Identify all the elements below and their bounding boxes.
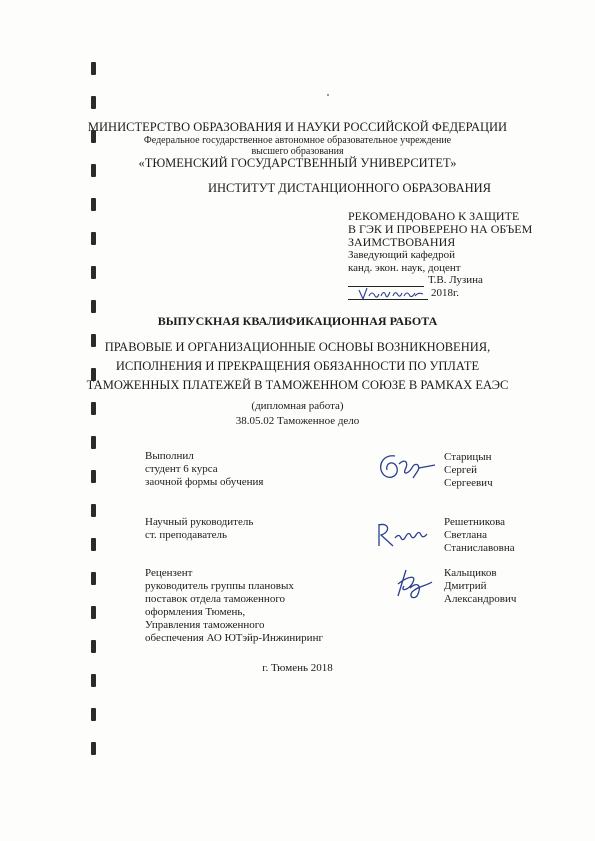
binding-hole bbox=[91, 62, 96, 75]
binding-hole bbox=[91, 640, 96, 653]
student-role-line3: заочной формы обучения bbox=[145, 476, 264, 488]
approval-head-title: Заведующий кафедрой bbox=[348, 249, 455, 261]
approval-year: 2018г. bbox=[431, 287, 460, 299]
approval-line3: ЗАИМСТВОВАНИЯ bbox=[348, 235, 456, 249]
binding-hole bbox=[91, 198, 96, 211]
approval-name: Т.В. Лузина bbox=[428, 274, 483, 286]
binding-hole bbox=[91, 504, 96, 517]
supervisor-role-line2: ст. преподаватель bbox=[145, 529, 228, 541]
reviewer-role-line6: обеспечения АО ЮТэйр-Инжиниринг bbox=[145, 632, 323, 644]
university-name: «ТЮМЕНСКИЙ ГОСУДАРСТВЕННЫЙ УНИВЕРСИТЕТ» bbox=[138, 156, 457, 170]
thesis-title-line3: ТАМОЖЕННЫХ ПЛАТЕЖЕЙ В ТАМОЖЕННОМ СОЮЗЕ В РАМКАХ ЕАЭС bbox=[86, 378, 509, 392]
supervisor-name-line2: Светлана bbox=[444, 529, 488, 541]
binding-hole bbox=[91, 470, 96, 483]
scan-speck bbox=[327, 94, 329, 96]
binding-hole bbox=[91, 232, 96, 245]
supervisor-name-line1: Решетникова bbox=[444, 516, 506, 528]
binding-hole bbox=[91, 96, 96, 109]
reviewer-signature bbox=[388, 566, 436, 604]
institute-name: ИНСТИТУТ ДИСТАНЦИОННОГО ОБРАЗОВАНИЯ bbox=[208, 181, 492, 195]
specialty: 38.05.02 Таможенное дело bbox=[235, 415, 360, 427]
reviewer-role-line1: Рецензент bbox=[145, 567, 193, 579]
supervisor-name-line3: Станиславовна bbox=[444, 542, 515, 554]
student-name-line2: Сергей bbox=[444, 464, 477, 476]
student-role-line1: Выполнил bbox=[145, 450, 194, 462]
reviewer-role-line3: поставок отдела таможенного bbox=[145, 593, 286, 605]
reviewer-role-line4: оформления Тюмень, bbox=[145, 606, 246, 618]
binding-hole bbox=[91, 436, 96, 449]
thesis-title-line1: ПРАВОВЫЕ И ОРГАНИЗАЦИОННЫЕ ОСНОВЫ ВОЗНИКНОВЕНИЯ, bbox=[104, 340, 491, 354]
binding-hole bbox=[91, 742, 96, 755]
date-handwriting bbox=[355, 284, 427, 302]
work-type: ВЫПУСКНАЯ КВАЛИФИКАЦИОННАЯ РАБОТА bbox=[157, 314, 438, 328]
student-signature bbox=[375, 448, 437, 486]
binding-hole bbox=[91, 538, 96, 551]
binding-hole bbox=[91, 572, 96, 585]
ministry-name: МИНИСТЕРСТВО ОБРАЗОВАНИЯ И НАУКИ РОССИЙСКОЙ ФЕДЕРАЦИИ bbox=[87, 120, 508, 134]
approval-line2: В ГЭК И ПРОВЕРЕНО НА ОБЪЕМ bbox=[348, 222, 533, 236]
reviewer-name-line3: Александрович bbox=[444, 593, 517, 605]
supervisor-role-line1: Научный руководитель bbox=[145, 516, 254, 528]
binding-hole bbox=[91, 708, 96, 721]
student-name-line3: Сергеевич bbox=[444, 477, 493, 489]
approval-line1: РЕКОМЕНДОВАНО К ЗАЩИТЕ bbox=[348, 209, 520, 223]
place-and-year: г. Тюмень 2018 bbox=[262, 662, 333, 674]
binding-hole bbox=[91, 266, 96, 279]
student-role-line2: студент 6 курса bbox=[145, 463, 218, 475]
reviewer-role-line2: руководитель группы плановых bbox=[145, 580, 294, 592]
reviewer-name-line1: Кальщиков bbox=[444, 567, 497, 579]
institution-type-line1: Федеральное государственное автономное образовательное учреждение bbox=[143, 135, 452, 146]
binding-hole bbox=[91, 300, 96, 313]
thesis-title-line2: ИСПОЛНЕНИЯ И ПРЕКРАЩЕНИЯ ОБЯЗАННОСТИ ПО УПЛАТЕ bbox=[115, 359, 480, 373]
student-name-line1: Старицын bbox=[444, 451, 492, 463]
institution-type-line2: высшего образования bbox=[251, 146, 344, 157]
supervisor-signature bbox=[373, 520, 435, 550]
binding-hole bbox=[91, 674, 96, 687]
binding-hole bbox=[91, 606, 96, 619]
reviewer-name-line2: Дмитрий bbox=[444, 580, 487, 592]
work-kind: (дипломная работа) bbox=[251, 400, 344, 412]
reviewer-role-line5: Управления таможенного bbox=[145, 619, 265, 631]
approval-degree: канд. экон. наук, доцент bbox=[348, 262, 461, 274]
